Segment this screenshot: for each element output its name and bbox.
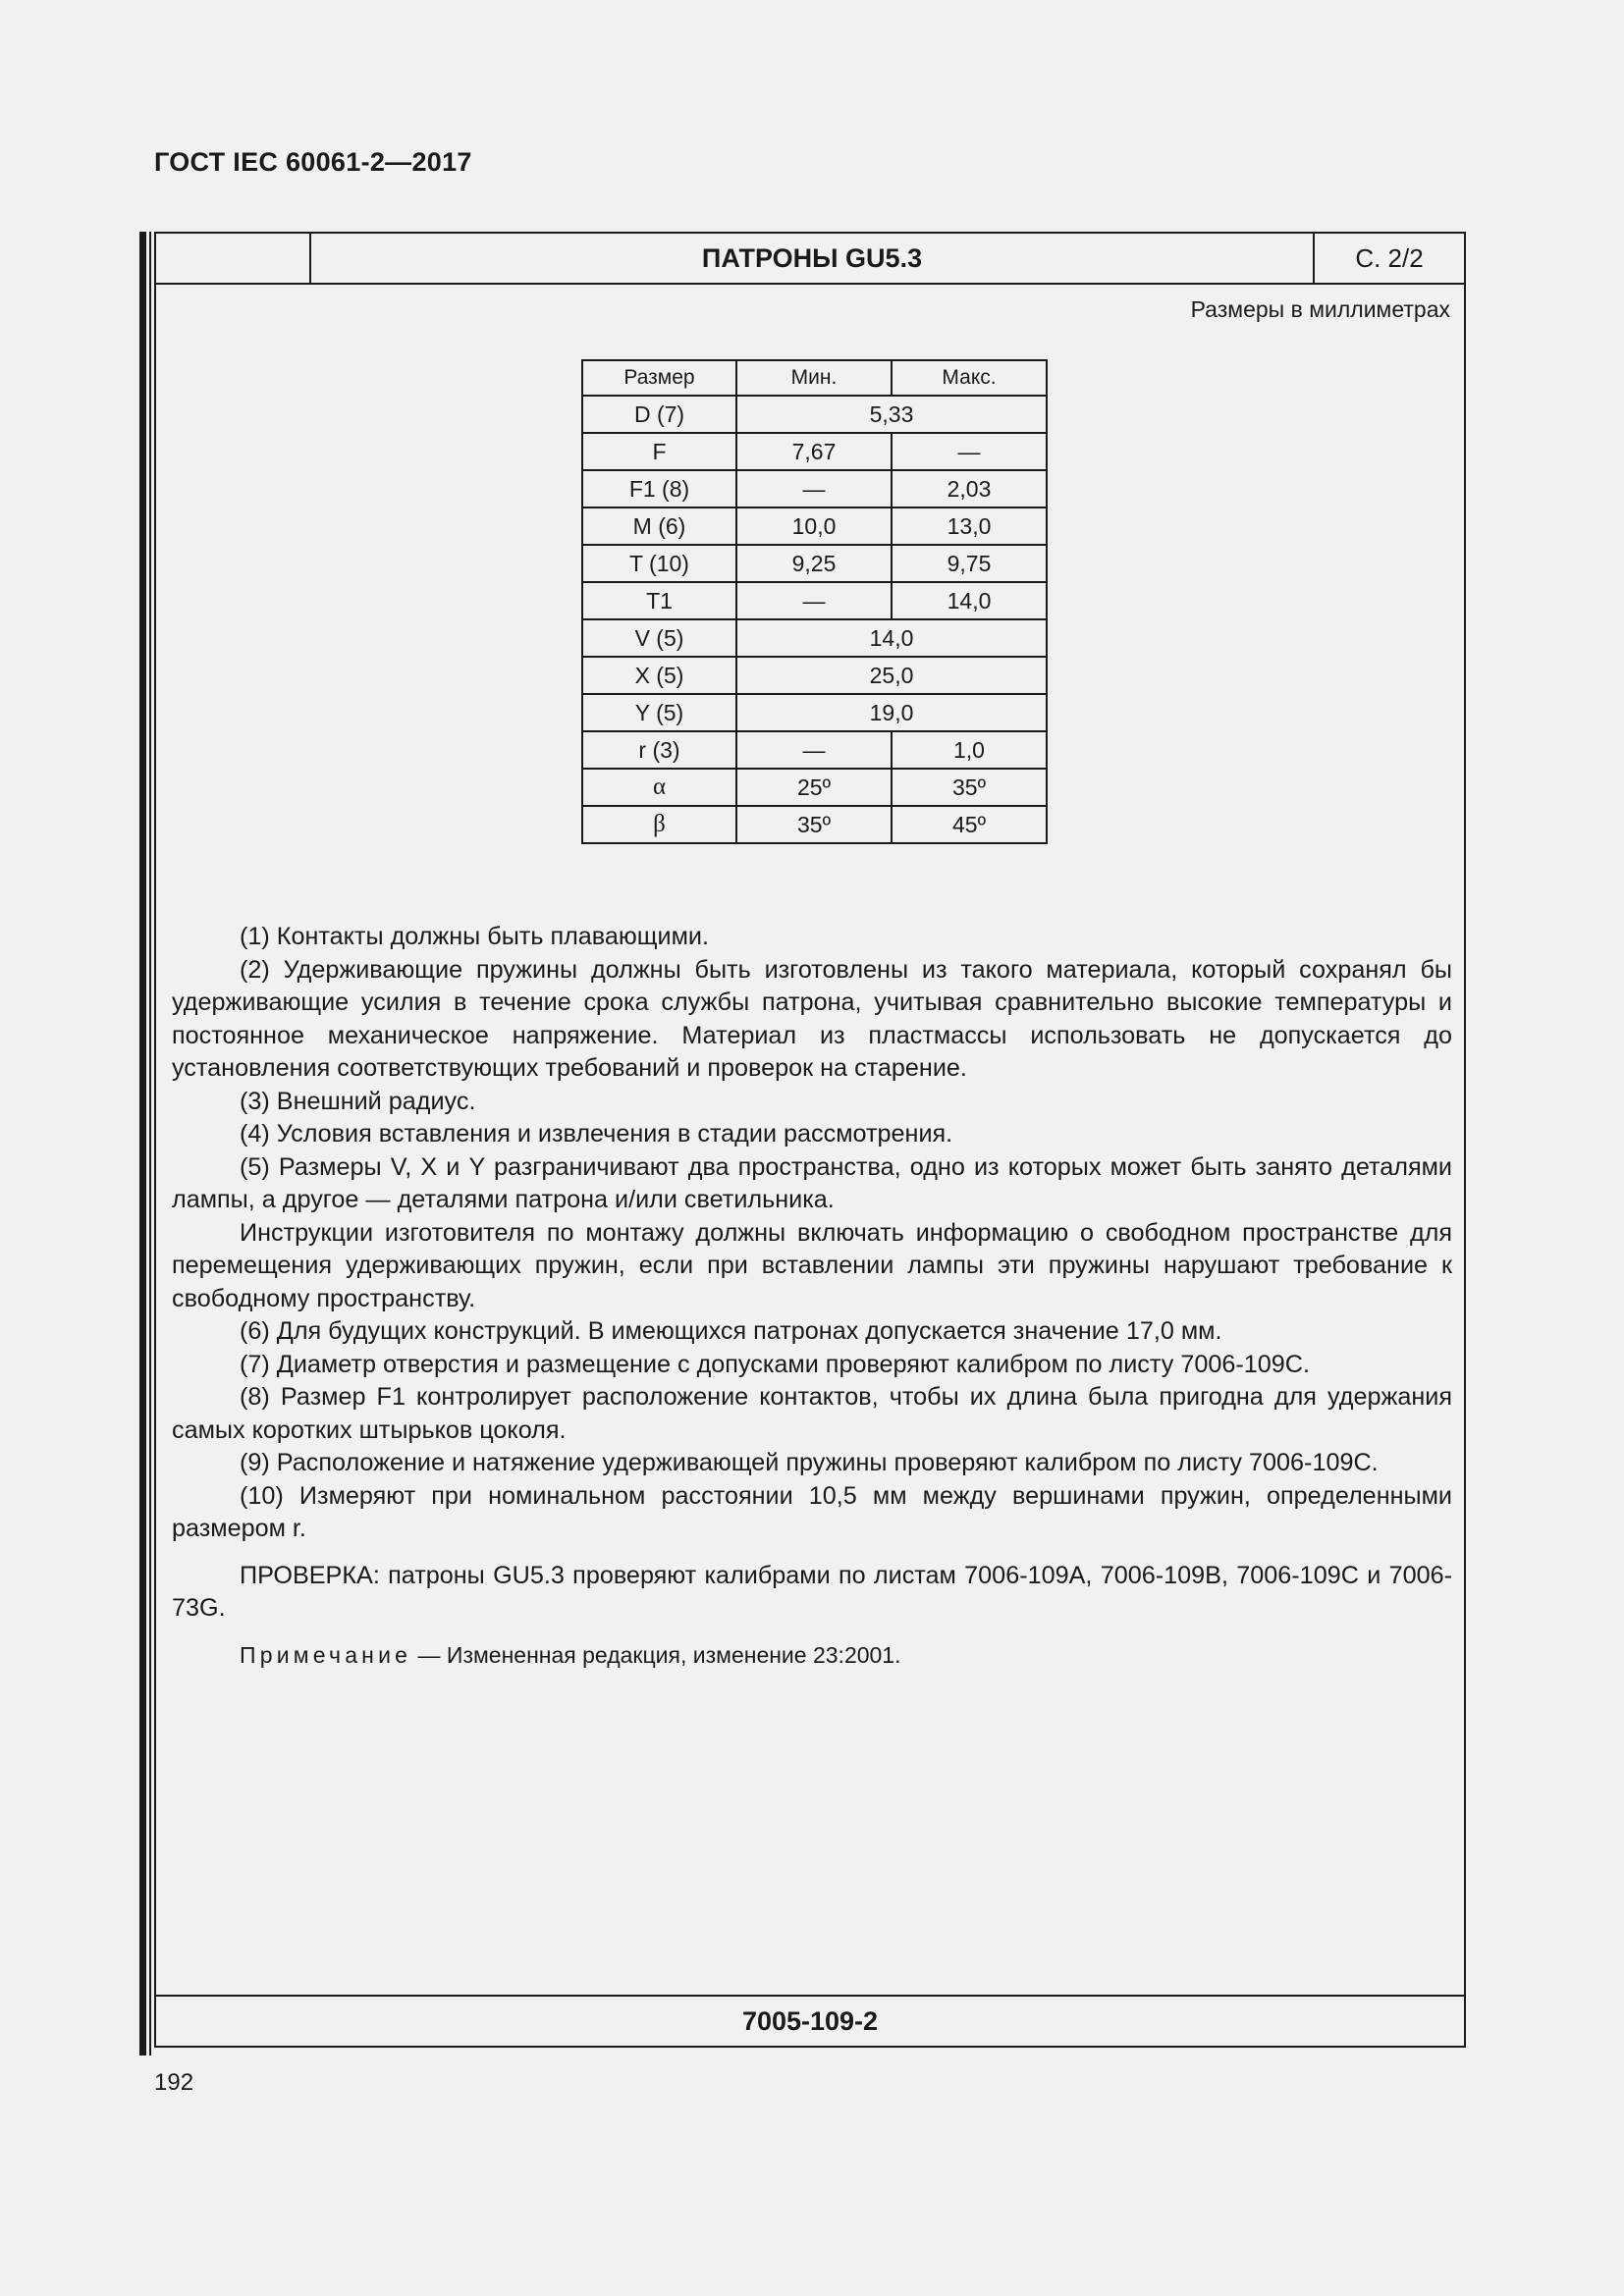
cell-min: — (736, 470, 892, 507)
table-row (582, 433, 1047, 470)
cell-size-name: V (5) (582, 619, 736, 657)
note-paragraph: Инструкции изготовителя по монтажу должны включать информацию о свободном пространстве для перемещения удерживающих пружин, если при вставлении лампы эти пружины нарушают требование к свободному пространству. (172, 1218, 1452, 1312)
cell-size-name: T1 (582, 582, 736, 619)
margin-bar-thick (139, 232, 146, 2056)
cell-value-merged: 14,0 (736, 619, 1047, 657)
cell-size-name: β (582, 806, 736, 843)
sheet-title: ПАТРОНЫ GU5.3 (311, 234, 1315, 283)
cell-size-name: T (10) (582, 545, 736, 582)
note-paragraph: (1) Контакты должны быть плавающими. (240, 923, 709, 950)
document-header: ГОСТ IEC 60061-2—2017 (154, 147, 472, 177)
remark-text: Измененная редакция, изменение 23:2001. (446, 1641, 901, 1668)
table-row (582, 694, 1047, 731)
cell-max: — (892, 433, 1047, 470)
cell-min: 7,67 (736, 433, 892, 470)
table-header-row (582, 360, 1047, 396)
note-paragraph: (7) Диаметр отверстия и размещение с допусками проверяют калибром по листу 7006-109С. (240, 1350, 1310, 1378)
remark-dash: — (411, 1641, 447, 1668)
table-row (582, 619, 1047, 657)
column-header-size: Размер (582, 360, 736, 396)
cell-size-name: D (7) (582, 396, 736, 433)
remark-paragraph (172, 1639, 1452, 1673)
sheet-page-indicator: С. 2/2 (1355, 242, 1424, 273)
cell-max: 45º (892, 806, 1047, 843)
cell-size-name: F (582, 433, 736, 470)
note-paragraph: (4) Условия вставления и извлечения в стадии рассмотрения. (240, 1120, 953, 1148)
check-paragraph: ПРОВЕРКА: патроны GU5.3 проверяют калибрами по листам 7006-109A, 7006-109B, 7006-109C и 7006-73G. (172, 1561, 1452, 1622)
units-caption: Размеры в миллиметрах (1190, 296, 1450, 322)
table-row (582, 396, 1047, 433)
cell-value-merged: 25,0 (736, 657, 1047, 694)
cell-size-name: Y (5) (582, 694, 736, 731)
cell-size-name: F1 (8) (582, 470, 736, 507)
cell-max: 13,0 (892, 507, 1047, 545)
notes-block (172, 921, 1452, 1672)
cell-max: 35º (892, 769, 1047, 806)
table-row (582, 731, 1047, 769)
note-paragraph: (2) Удерживающие пружины должны быть изготовлены из такого материала, который сохранял бы удерживающие усилия в течение срока службы патрона, учитывая сравнительно высокие температуры и постоянное механическое напряжение. Материал из пластмассы использовать не допускается до установления соответствующих требований и проверок на старение. (172, 955, 1452, 1082)
cell-min: — (736, 731, 892, 769)
cell-size-name: α (582, 769, 736, 806)
table-row (582, 582, 1047, 619)
column-header-max: Макс. (892, 360, 1047, 396)
sheet-frame (154, 232, 1466, 2048)
remark-label: Примечание (240, 1641, 412, 1668)
sheet-header (156, 234, 1464, 285)
table-row (582, 806, 1047, 843)
table-row (582, 769, 1047, 806)
margin-bar-thin (149, 232, 151, 2056)
cell-min: 10,0 (736, 507, 892, 545)
note-paragraph: (8) Размер F1 контролирует расположение контактов, чтобы их длина была пригодна для удержания самых коротких штырьков цоколя. (172, 1383, 1452, 1444)
cell-min: 25º (736, 769, 892, 806)
column-header-min: Мин. (736, 360, 892, 396)
table-row (582, 470, 1047, 507)
note-paragraph: (6) Для будущих конструкций. В имеющихся патронах допускается значение 17,0 мм. (240, 1317, 1222, 1345)
cell-min: — (736, 582, 892, 619)
cell-max: 9,75 (892, 545, 1047, 582)
note-paragraph: (3) Внешний радиус. (240, 1087, 476, 1115)
cell-value-merged: 19,0 (736, 694, 1047, 731)
cell-size-name: M (6) (582, 507, 736, 545)
cell-max: 1,0 (892, 731, 1047, 769)
cell-max: 2,03 (892, 470, 1047, 507)
table-row (582, 545, 1047, 582)
sheet-code: 7005-109-2 (156, 1995, 1464, 2046)
note-paragraph: (10) Измеряют при номинальном расстоянии 10,5 мм между вершинами пружин, определенными размером r. (172, 1481, 1452, 1542)
table-row (582, 507, 1047, 545)
cell-max: 14,0 (892, 582, 1047, 619)
dimensions-table (581, 359, 1048, 844)
cell-min: 35º (736, 806, 892, 843)
notes-list (172, 921, 1452, 1546)
note-paragraph: (9) Расположение и натяжение удерживающей пружины проверяют калибром по листу 7006-109С. (240, 1449, 1379, 1476)
cell-value-merged: 5,33 (736, 396, 1047, 433)
cell-size-name: X (5) (582, 657, 736, 694)
sheet-header-empty-cell (156, 234, 311, 283)
page-number: 192 (154, 2069, 194, 2096)
table-row (582, 657, 1047, 694)
note-paragraph: (5) Размеры V, X и Y разграничивают два пространства, одно из которых может быть занято деталями лампы, а другое — деталями патрона и/или светильника. (172, 1152, 1452, 1213)
cell-size-name: r (3) (582, 731, 736, 769)
cell-min: 9,25 (736, 545, 892, 582)
